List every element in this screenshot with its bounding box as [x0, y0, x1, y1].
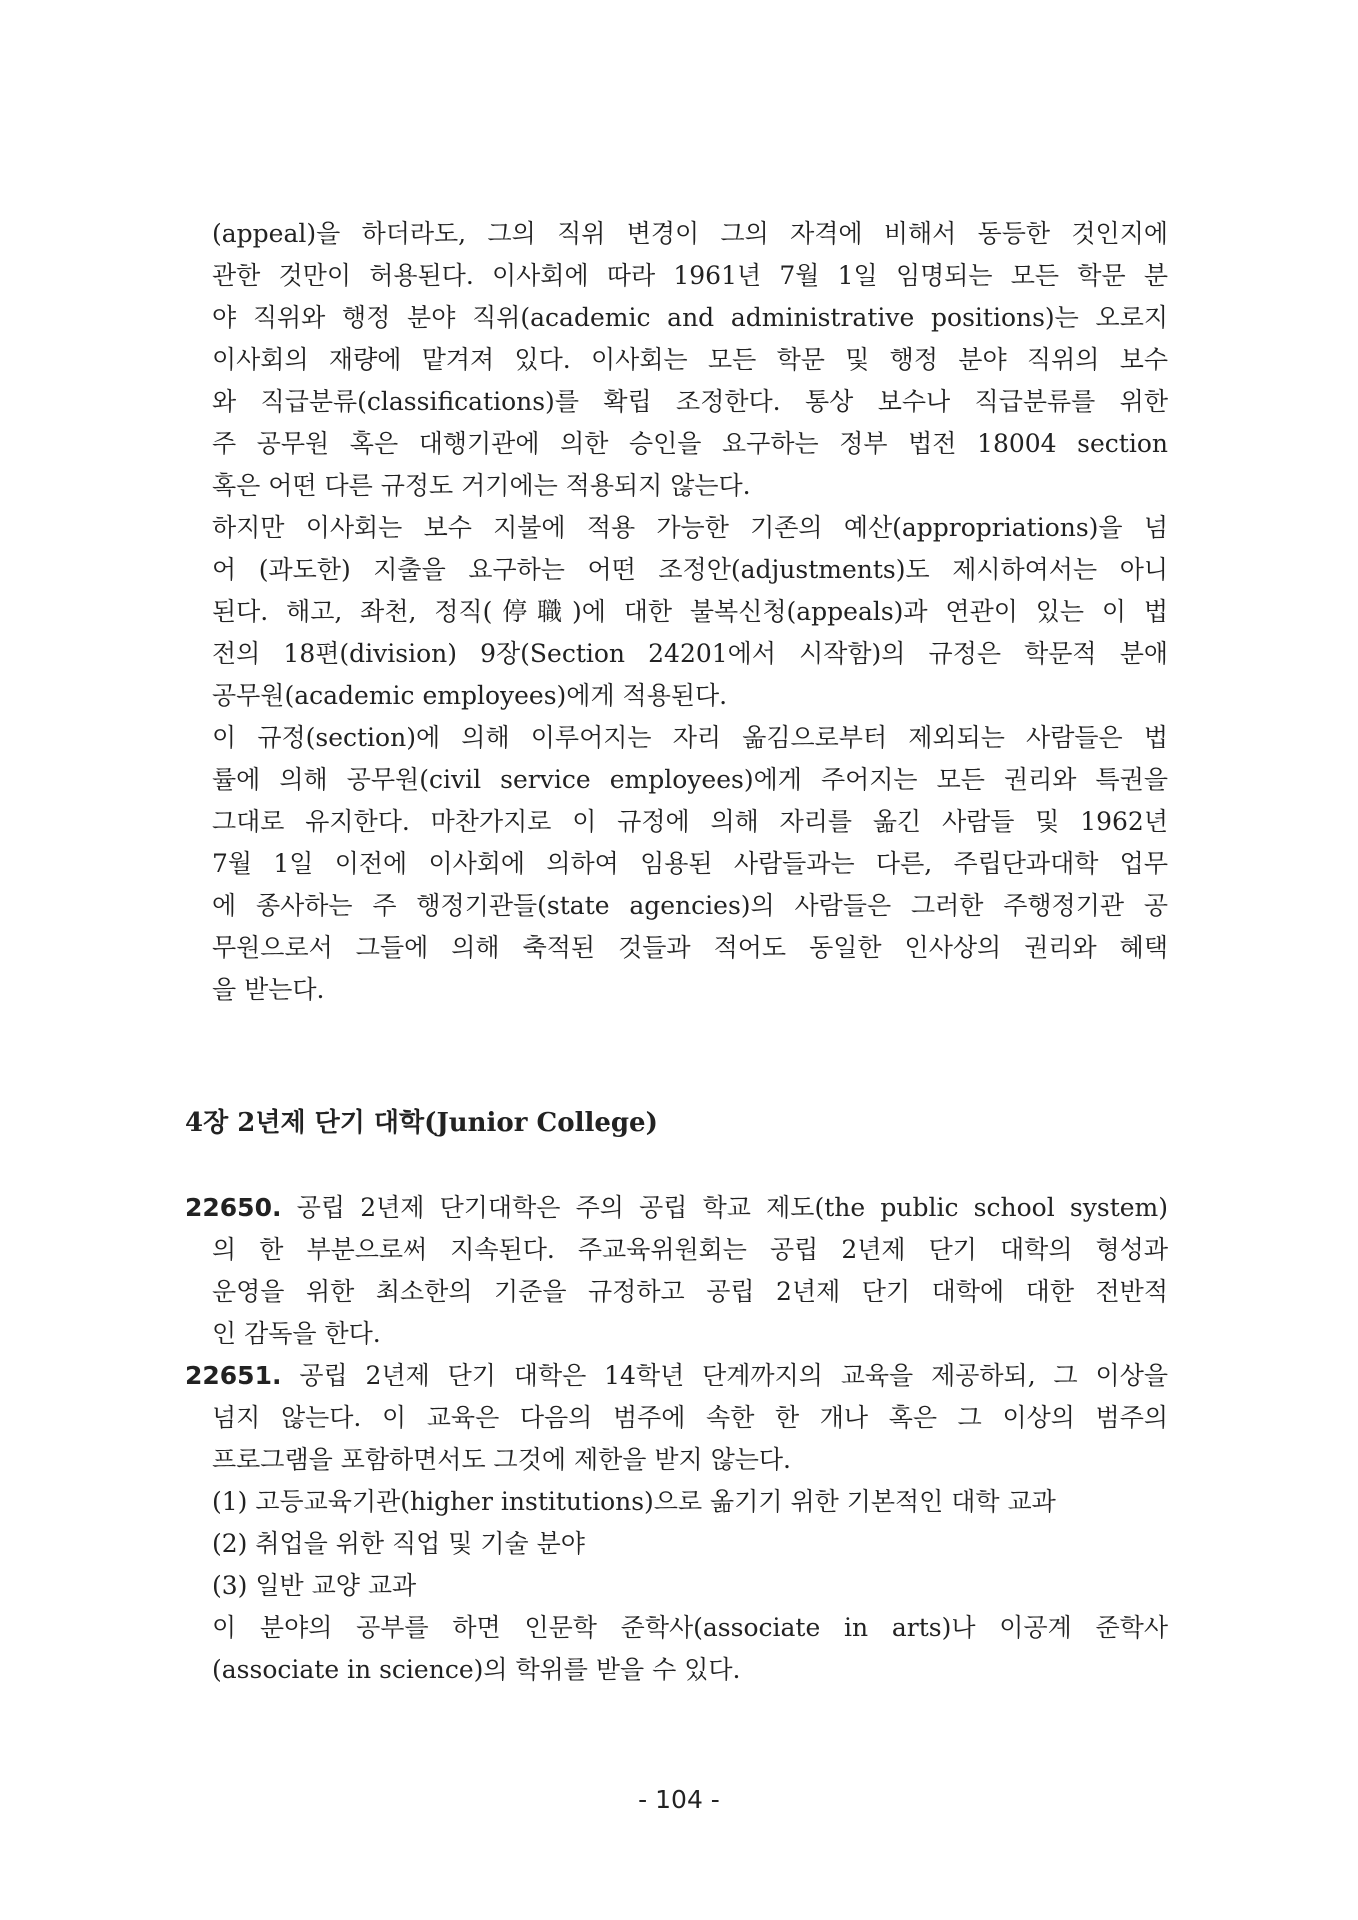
article-22650-first-line: [185, 1187, 1168, 1229]
text-line: (associate in science)의 학위를 받을 수 있다.: [212, 1655, 741, 1684]
text-line: 인 감독을 한다.: [212, 1319, 381, 1348]
article-number: 22651.: [185, 1361, 282, 1390]
text-line: 무원으로서 그들에 의해 축적된 것들과 적어도 동일한 인사상의 권리와 혜택: [212, 933, 1168, 962]
article-text: 공립 2년제 단기대학은 주의 공립 학교 제도(the public school system): [281, 1193, 1168, 1222]
text-line: 을 받는다.: [212, 975, 325, 1004]
text-line: 이사회의 재량에 맡겨져 있다. 이사회는 모든 학문 및 행정 분야 직위의 보수: [212, 345, 1168, 374]
page-number: - 104 -: [638, 1785, 720, 1814]
text-line: 이 분야의 공부를 하면 인문학 준학사(associate in arts)나 이공계 준학사: [212, 1613, 1168, 1642]
text-line: 와 직급분류(classifications)를 확립 조정한다. 통상 보수나 직급분류를 위한: [212, 387, 1168, 416]
article-22651-first-line: [185, 1355, 1168, 1397]
chapter-heading: 4장 2년제 단기 대학(Junior College): [185, 1108, 658, 1138]
text-line: 관한 것만이 허용된다. 이사회에 따라 1961년 7월 1일 임명되는 모든 학문 분: [212, 261, 1168, 290]
text-line: 주 공무원 혹은 대행기관에 의한 승인을 요구하는 정부 법전 18004 section: [212, 429, 1168, 458]
list-item: (1) 고등교육기관(higher institutions)으로 옮기기 위한 기본적인 대학 교과: [212, 1487, 1056, 1516]
text-line: 의 한 부분으로써 지속된다. 주교육위원회는 공립 2년제 단기 대학의 형성과: [212, 1235, 1168, 1264]
text-line: 하지만 이사회는 보수 지불에 적용 가능한 기존의 예산(appropriations)을 넘: [212, 513, 1168, 542]
text-line: 어 (과도한) 지출을 요구하는 어떤 조정안(adjustments)도 제시하여서는 아니: [212, 555, 1168, 584]
article-number: 22650.: [185, 1193, 282, 1222]
text-line: 에 종사하는 주 행정기관들(state agencies)의 사람들은 그러한 주행정기관 공: [212, 891, 1168, 920]
text-line: 7월 1일 이전에 이사회에 의하여 임용된 사람들과는 다른, 주립단과대학 업무: [212, 849, 1168, 878]
text-line: 운영을 위한 최소한의 기준을 규정하고 공립 2년제 단기 대학에 대한 전반적: [212, 1277, 1168, 1306]
text-line: 된다. 해고, 좌천, 정직(停職)에 대한 불복신청(appeals)과 연관이 있는 이 법: [212, 597, 1168, 626]
text-line: 공무원(academic employees)에게 적용된다.: [212, 681, 728, 710]
text-line: 이 규정(section)에 의해 이루어지는 자리 옮김으로부터 제외되는 사람들은 법: [212, 723, 1168, 752]
text-line: 야 직위와 행정 분야 직위(academic and administrative positions)는 오로지: [212, 303, 1168, 332]
text-line: 넘지 않는다. 이 교육은 다음의 범주에 속한 한 개나 혹은 그 이상의 범주의: [212, 1403, 1168, 1432]
list-item: (3) 일반 교양 교과: [212, 1571, 417, 1600]
text-line: 그대로 유지한다. 마찬가지로 이 규정에 의해 자리를 옮긴 사람들 및 1962년: [212, 807, 1168, 836]
text-line: 프로그램을 포함하면서도 그것에 제한을 받지 않는다.: [212, 1445, 791, 1474]
list-item: (2) 취업을 위한 직업 및 기술 분야: [212, 1529, 585, 1558]
text-line: 혹은 어떤 다른 규정도 거기에는 적용되지 않는다.: [212, 471, 751, 500]
text-line: 률에 의해 공무원(civil service employees)에게 주어지는 모든 권리와 특권을: [212, 765, 1168, 794]
text-line: (appeal)을 하더라도, 그의 직위 변경이 그의 자격에 비해서 동등한 것인지에: [212, 219, 1168, 248]
article-text: 공립 2년제 단기 대학은 14학년 단계까지의 교육을 제공하되, 그 이상을: [281, 1361, 1168, 1390]
text-line: 전의 18편(division) 9장(Section 24201에서 시작함)의 규정은 학문적 분애: [212, 639, 1168, 668]
